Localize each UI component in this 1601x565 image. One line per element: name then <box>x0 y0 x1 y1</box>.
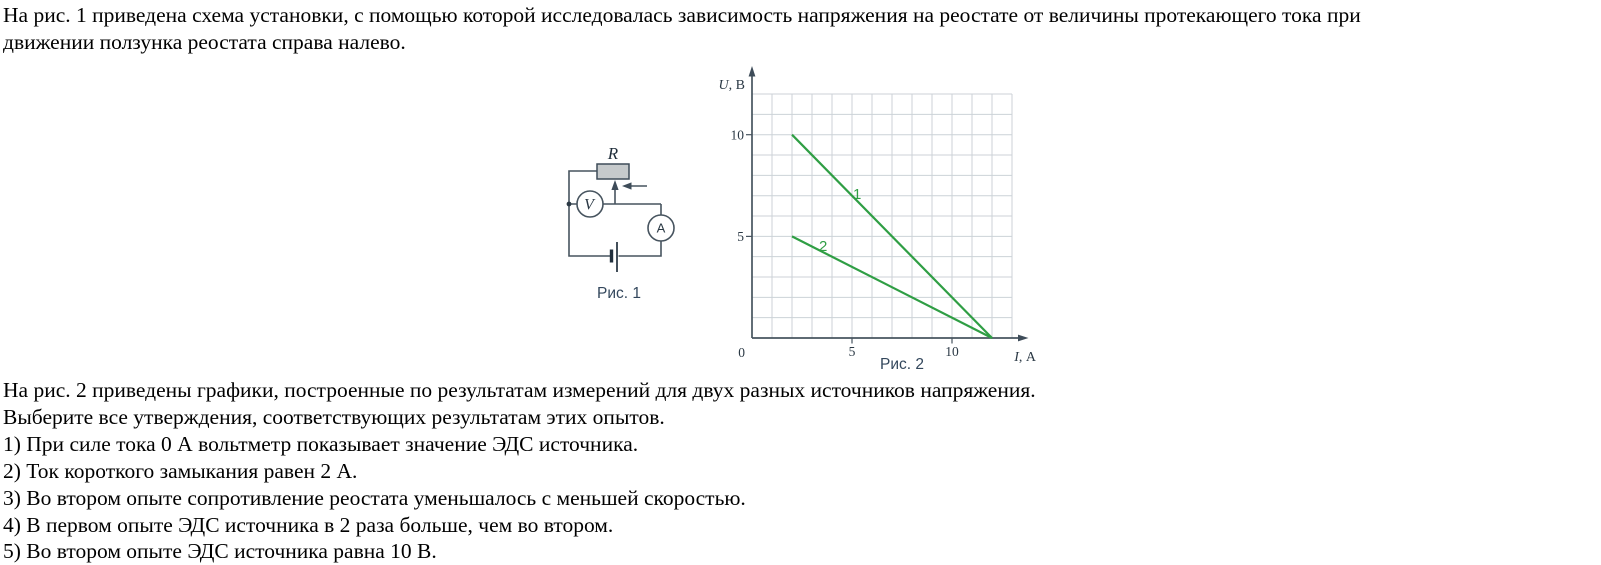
x-axis-title <box>1013 350 1037 365</box>
ammeter-label: A <box>656 220 666 236</box>
x-axis-title-symbol: I <box>1014 350 1019 365</box>
origin-label: 0 <box>738 345 745 360</box>
statements-block <box>3 377 1036 565</box>
x-tick-label-5: 5 <box>848 344 856 359</box>
curve-1-label: 1 <box>853 186 862 203</box>
statement-option-1[interactable]: 1) При силе тока 0 А вольтметр показывает значение ЭДС источника. <box>3 431 639 456</box>
y-axis-arrow-icon <box>749 66 756 77</box>
y-axis-title-unit: , В <box>728 78 745 93</box>
statement-option-2[interactable]: 2) Ток короткого замыкания равен 2 А. <box>3 458 358 483</box>
curve-2-label: 2 <box>819 238 828 255</box>
figure1-caption: Рис. 1 <box>597 285 641 302</box>
voltmeter-label: V <box>584 196 594 214</box>
slider-arrow-icon <box>611 180 618 190</box>
junction-dot <box>567 202 572 207</box>
y-axis-title <box>719 78 745 93</box>
x-tick-label-10: 10 <box>945 344 959 359</box>
y-axis-title-symbol: U <box>718 78 729 93</box>
statement-option-4[interactable]: 4) В первом опыте ЭДС источника в 2 раза больше, чем во втором. <box>3 512 614 537</box>
direction-arrow-icon <box>622 182 632 189</box>
y-tick-label-5: 5 <box>737 229 744 244</box>
figure2-graph <box>700 60 1045 375</box>
statement-option-5[interactable]: 5) Во втором опыте ЭДС источника равна 10 В. <box>3 539 437 564</box>
x-axis-title-unit: , А <box>1018 350 1036 365</box>
statement-option-3[interactable]: 3) Во втором опыте сопротивление реостата уменьшалось с меньшей скоростью. <box>3 485 746 510</box>
task-instruction-line: Выберите все утверждения, соответствующих результатам этих опытов. <box>3 404 665 429</box>
intro-line: На рис. 1 приведена схема установки, с помощью которой исследовалась зависимость напряжения на реостате от величины протекающего тока при <box>3 3 1361 27</box>
figure2-caption: Рис. 2 <box>880 356 924 373</box>
rheostat-body <box>597 164 629 179</box>
grid <box>752 94 1012 338</box>
figure1-circuit <box>540 130 710 310</box>
intro-line: движении ползунка реостата справа налево. <box>3 29 406 54</box>
rheostat-label: R <box>607 144 619 163</box>
y-tick-label-10: 10 <box>730 127 744 143</box>
x-axis-arrow-icon <box>1018 335 1029 342</box>
fig2-description-line: На рис. 2 приведены графики, построенные по результатам измерений для двух разных источников напряжения. <box>3 378 1036 402</box>
intro-paragraph <box>3 2 1361 56</box>
